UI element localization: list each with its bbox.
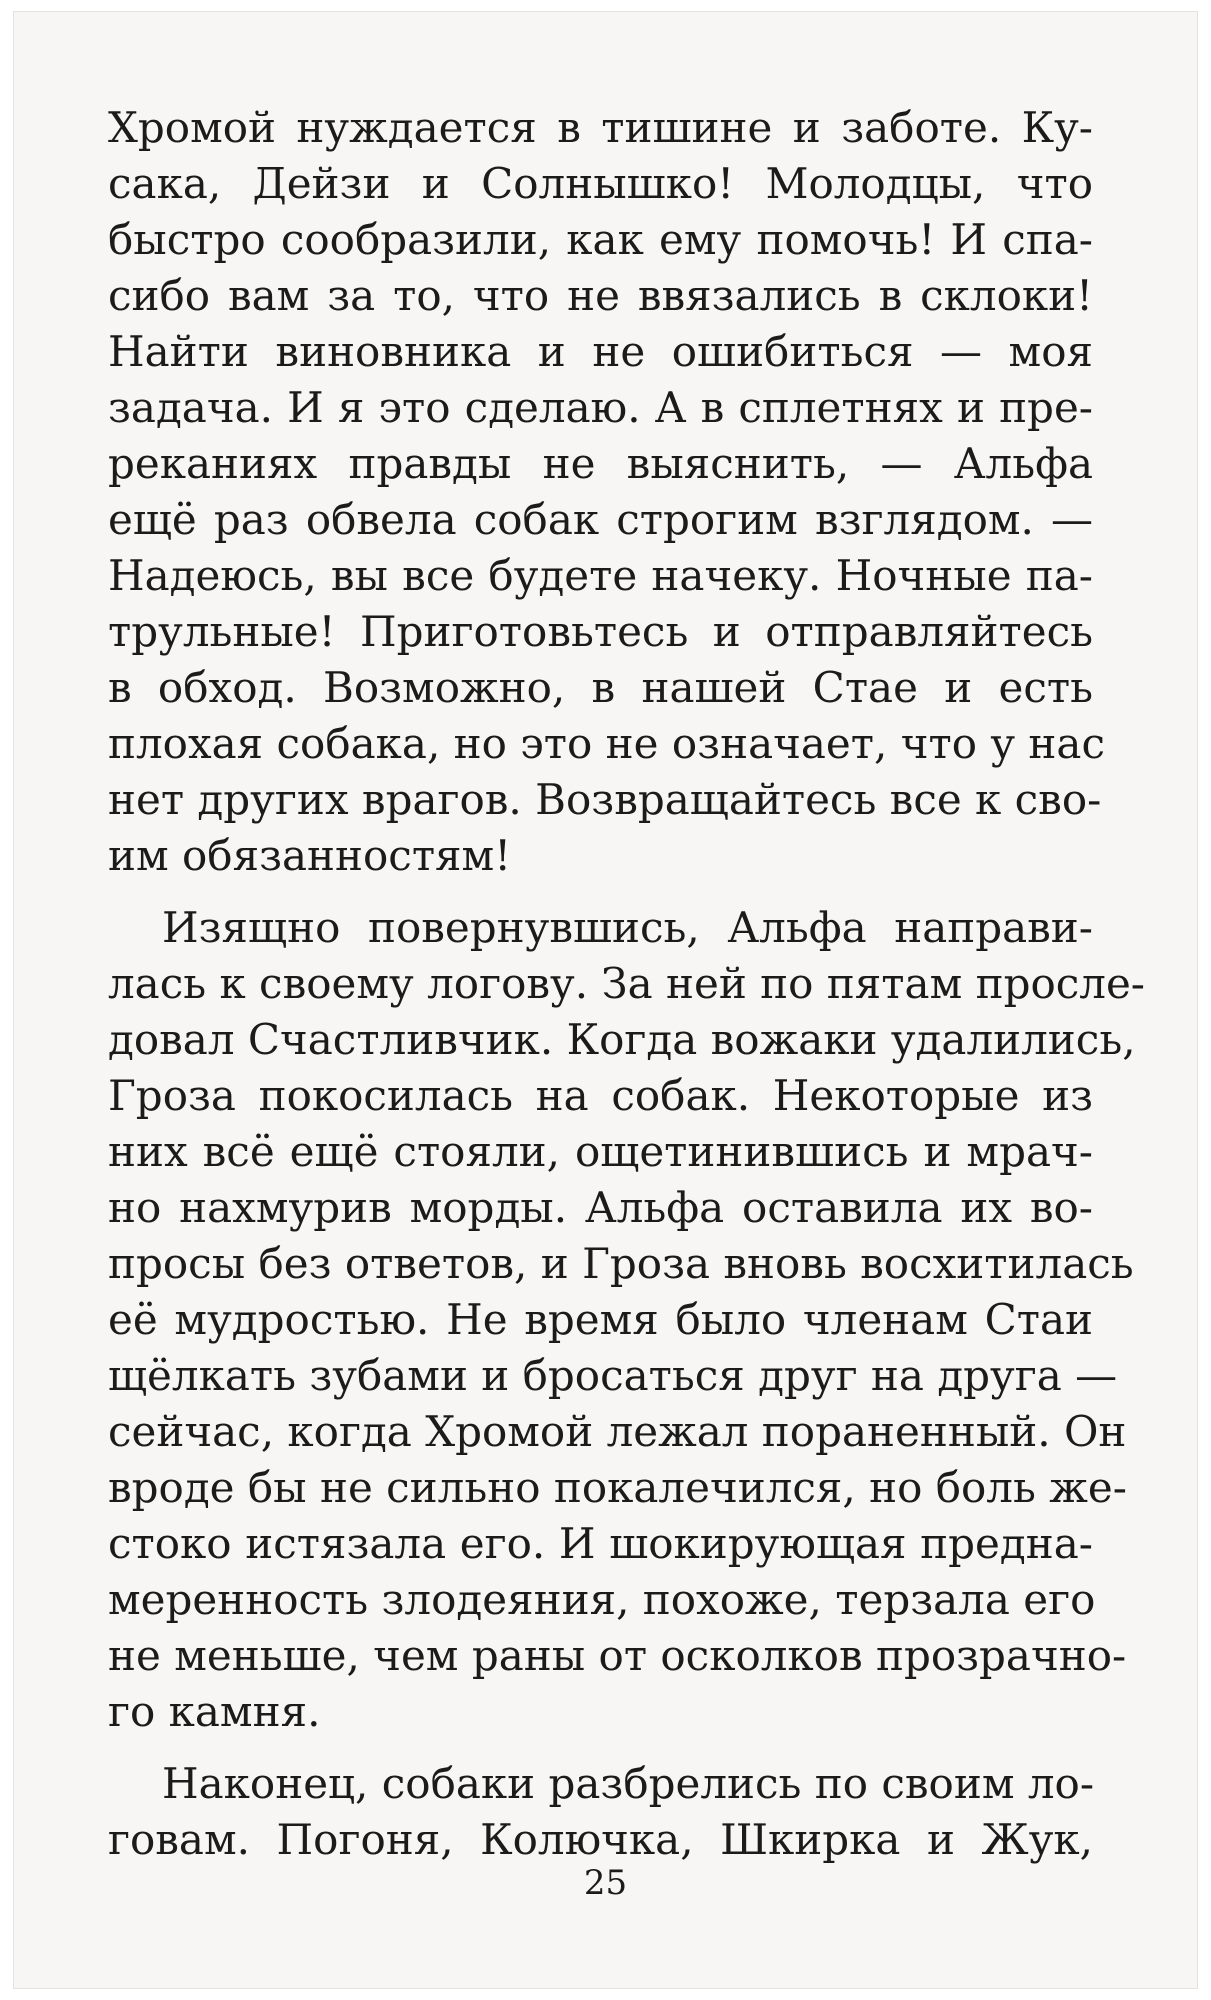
text-line: им обязанностям!	[108, 831, 512, 880]
text-line: нет других врагов. Возвращайтесь все к сво-	[108, 775, 1102, 824]
text-line: меренность злодеяния, похоже, терзала его	[108, 1575, 1096, 1624]
text-line: сака, Дейзи и Солнышко! Молодцы, что	[108, 159, 1093, 208]
text-line: быстро сообразили, как ему помочь! И спа-	[108, 215, 1093, 264]
text-line: стоко истязала его. И шокирующая предна-	[108, 1519, 1093, 1568]
text-line: сибо вам за то, что не ввязались в склоки!	[108, 271, 1093, 320]
text-line: задача. И я это сделаю. А в сплетнях и пре-	[108, 383, 1093, 432]
text-line: Хромой нуждается в тишине и заботе. Ку-	[108, 103, 1093, 152]
text-line: щёлкать зубами и бросаться друг на друга —	[108, 1351, 1118, 1400]
text-line: её мудростью. Не время было членам Стаи	[108, 1295, 1093, 1344]
text-line: не меньше, чем раны от осколков прозрачно-	[108, 1631, 1127, 1680]
text-line: довал Счастливчик. Когда вожаки удалились,	[108, 1015, 1136, 1064]
text-line: Надеюсь, вы все будете начеку. Ночные па-	[108, 551, 1093, 600]
text-line: Наконец, собаки разбрелись по своим ло-	[162, 1759, 1095, 1808]
text-line: реканиях правды не выяснить, — Альфа	[108, 439, 1093, 488]
text-line: плохая собака, но это не означает, что у нас	[108, 719, 1105, 768]
text-line: просы без ответов, и Гроза вновь восхитилась	[108, 1239, 1134, 1288]
text-line: них всё ещё стояли, ощетинившись и мрач-	[108, 1127, 1093, 1176]
text-line: Гроза покосилась на собак. Некоторые из	[108, 1071, 1093, 1120]
text-line: вроде бы не сильно покалечился, но боль же-	[108, 1463, 1127, 1512]
text-line: ещё раз обвела собак строгим взглядом. —	[108, 495, 1093, 544]
text-line: в обход. Возможно, в нашей Стае и есть	[108, 663, 1093, 712]
text-line: Изящно повернувшись, Альфа направи-	[162, 903, 1093, 952]
text-line: Найти виновника и не ошибиться — моя	[108, 327, 1093, 376]
text-line: трульные! Приготовьтесь и отправляйтесь	[108, 607, 1093, 656]
text-line: лась к своему логову. За ней по пятам просле-	[108, 959, 1145, 1008]
text-line: го камня.	[108, 1687, 321, 1736]
text-line: но нахмурив морды. Альфа оставила их во-	[108, 1183, 1093, 1232]
page-number: 25	[583, 1863, 628, 1903]
text-line: говам. Погоня, Колючка, Шкирка и Жук,	[108, 1815, 1093, 1864]
text-line: сейчас, когда Хромой лежал пораненный. Он	[108, 1407, 1127, 1456]
